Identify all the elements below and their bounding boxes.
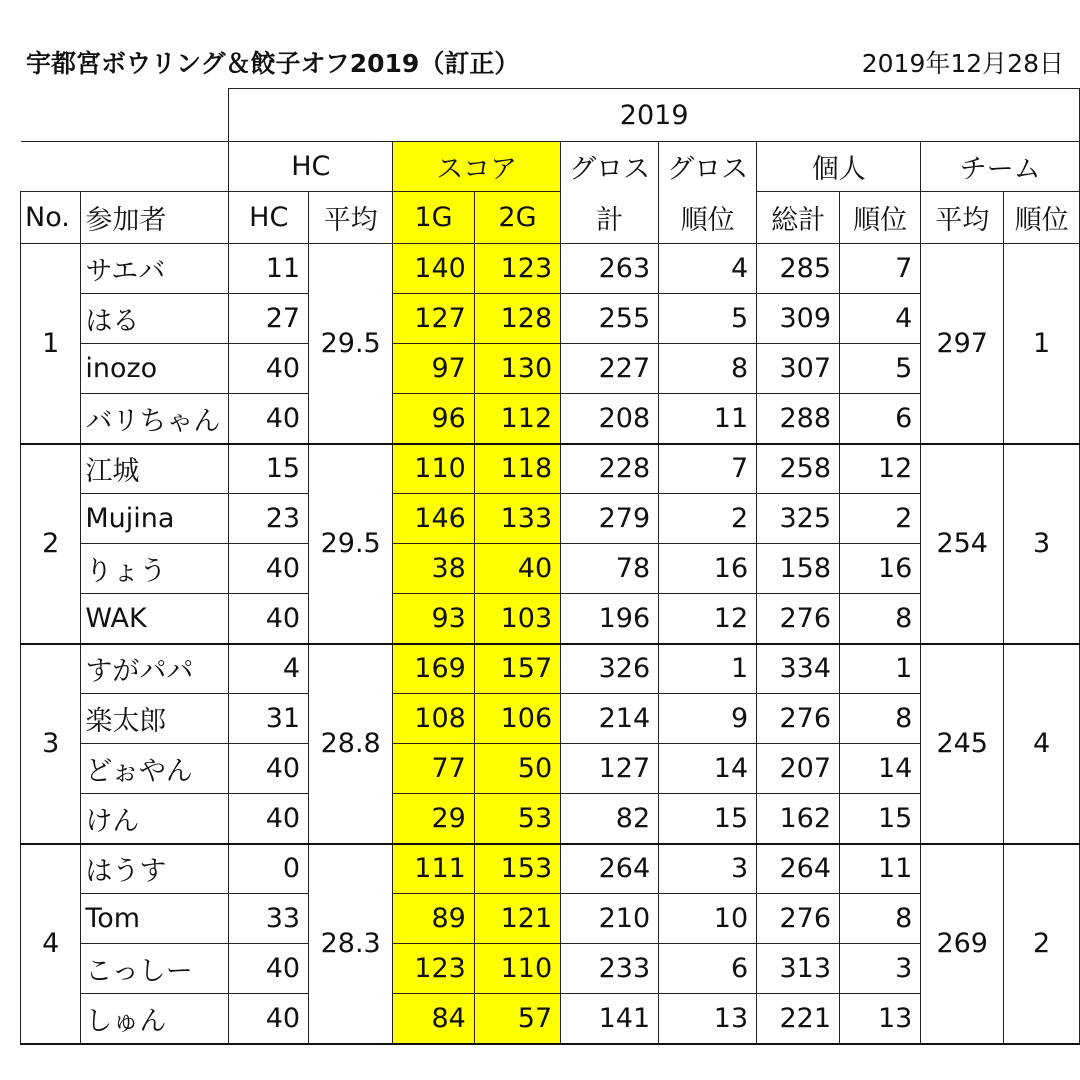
player-hc: 40 (229, 394, 309, 444)
score-group-header: スコア (393, 142, 561, 192)
gross-total: 255 (561, 294, 659, 344)
gross-rank: 8 (659, 344, 757, 394)
table-row (21, 944, 1080, 994)
player-name: どぉやん (81, 744, 229, 794)
gross-rank: 14 (659, 744, 757, 794)
gross-rank: 2 (659, 494, 757, 544)
game2-score: 106 (474, 694, 560, 744)
player-name: バリちゃん (81, 394, 229, 444)
individual-total: 334 (757, 644, 840, 694)
game2-score: 53 (474, 794, 560, 844)
player-hc: 23 (229, 494, 309, 544)
game2-score: 128 (474, 294, 560, 344)
team-average: 297 (921, 244, 1004, 444)
table-row (21, 744, 1080, 794)
individual-rank: 6 (840, 394, 921, 444)
gross-total: 127 (561, 744, 659, 794)
individual-total: 276 (757, 894, 840, 944)
gross-rank: 1 (659, 644, 757, 694)
table-row (21, 594, 1080, 644)
game2-score: 118 (474, 444, 560, 494)
team-number: 4 (21, 844, 81, 1044)
gross-rank: 9 (659, 694, 757, 744)
player-hc: 4 (229, 644, 309, 694)
game1-score: 108 (393, 694, 475, 744)
gross-total: 214 (561, 694, 659, 744)
year-header: 2019 (229, 89, 1080, 142)
player-hc: 40 (229, 744, 309, 794)
game1-score: 29 (393, 794, 475, 844)
gross-rank: 15 (659, 794, 757, 844)
table-row (21, 294, 1080, 344)
individual-rank: 1 (840, 644, 921, 694)
gross-rank: 11 (659, 394, 757, 444)
player-hc: 40 (229, 994, 309, 1044)
game1-score: 123 (393, 944, 475, 994)
individual-rank: 2 (840, 494, 921, 544)
game2-score: 110 (474, 944, 560, 994)
game1-score: 97 (393, 344, 475, 394)
game2-score: 133 (474, 494, 560, 544)
individual-group-header: 個人 (757, 142, 921, 192)
individual-total: 325 (757, 494, 840, 544)
player-hc: 40 (229, 794, 309, 844)
player-hc: 31 (229, 694, 309, 744)
col-gross-rank: 順位 (659, 192, 757, 244)
table-row (21, 444, 1080, 494)
player-hc: 40 (229, 944, 309, 994)
player-hc: 40 (229, 344, 309, 394)
individual-rank: 8 (840, 894, 921, 944)
individual-rank: 15 (840, 794, 921, 844)
game2-score: 103 (474, 594, 560, 644)
col-team-rank: 順位 (1004, 192, 1080, 244)
header-blank-2 (21, 142, 229, 192)
gross-total: 141 (561, 994, 659, 1044)
game1-score: 38 (393, 544, 475, 594)
player-name: WAK (81, 594, 229, 644)
gross-rank: 7 (659, 444, 757, 494)
game1-score: 146 (393, 494, 475, 544)
gross-total: 210 (561, 894, 659, 944)
player-name: Tom (81, 894, 229, 944)
player-name: はうす (81, 844, 229, 894)
game1-score: 77 (393, 744, 475, 794)
table-body (21, 244, 1080, 1044)
col-individual-rank: 順位 (840, 192, 921, 244)
individual-rank: 3 (840, 944, 921, 994)
game2-score: 130 (474, 344, 560, 394)
individual-total: 276 (757, 594, 840, 644)
individual-rank: 12 (840, 444, 921, 494)
gross-total: 78 (561, 544, 659, 594)
game2-score: 112 (474, 394, 560, 444)
col-hc-avg: 平均 (309, 192, 393, 244)
team-number: 3 (21, 644, 81, 844)
game1-score: 84 (393, 994, 475, 1044)
gross-total: 263 (561, 244, 659, 294)
player-hc: 11 (229, 244, 309, 294)
team-hc-average: 29.5 (309, 244, 393, 444)
player-name: inozo (81, 344, 229, 394)
game1-score: 96 (393, 394, 475, 444)
game2-score: 40 (474, 544, 560, 594)
player-name: サエバ (81, 244, 229, 294)
gross-rank: 12 (659, 594, 757, 644)
gross-rank-group-header: グロス (659, 142, 757, 192)
col-no: No. (21, 192, 81, 244)
team-number: 1 (21, 244, 81, 444)
gross-rank: 10 (659, 894, 757, 944)
game2-score: 50 (474, 744, 560, 794)
game2-score: 121 (474, 894, 560, 944)
individual-rank: 8 (840, 594, 921, 644)
player-hc: 27 (229, 294, 309, 344)
score-table (20, 88, 1080, 1045)
team-hc-average: 28.3 (309, 844, 393, 1044)
gross-rank: 4 (659, 244, 757, 294)
col-player: 参加者 (81, 192, 229, 244)
table-row (21, 694, 1080, 744)
table-row (21, 844, 1080, 894)
hc-group-header: HC (229, 142, 393, 192)
gross-rank: 16 (659, 544, 757, 594)
team-rank: 3 (1004, 444, 1080, 644)
gross-rank: 13 (659, 994, 757, 1044)
individual-rank: 16 (840, 544, 921, 594)
gross-total: 82 (561, 794, 659, 844)
individual-total: 307 (757, 344, 840, 394)
player-hc: 0 (229, 844, 309, 894)
game1-score: 169 (393, 644, 475, 694)
table-row (21, 544, 1080, 594)
player-name: Mujina (81, 494, 229, 544)
player-name: 江城 (81, 444, 229, 494)
game1-score: 89 (393, 894, 475, 944)
table-row (21, 244, 1080, 294)
team-number: 2 (21, 444, 81, 644)
player-name: りょう (81, 544, 229, 594)
page-title: 宇都宮ボウリング＆餃子オフ2019（訂正） (26, 49, 520, 78)
team-hc-average: 29.5 (309, 444, 393, 644)
player-hc: 40 (229, 594, 309, 644)
table-row (21, 494, 1080, 544)
team-average: 269 (921, 844, 1004, 1044)
gross-total: 264 (561, 844, 659, 894)
game1-score: 127 (393, 294, 475, 344)
col-individual-total: 総計 (757, 192, 840, 244)
individual-total: 288 (757, 394, 840, 444)
player-name: はる (81, 294, 229, 344)
individual-rank: 11 (840, 844, 921, 894)
gross-total: 227 (561, 344, 659, 394)
individual-total: 158 (757, 544, 840, 594)
gross-total: 228 (561, 444, 659, 494)
individual-rank: 8 (840, 694, 921, 744)
game2-score: 57 (474, 994, 560, 1044)
gross-total: 233 (561, 944, 659, 994)
team-rank: 4 (1004, 644, 1080, 844)
player-hc: 40 (229, 544, 309, 594)
individual-total: 221 (757, 994, 840, 1044)
table-row (21, 794, 1080, 844)
player-name: すがパパ (81, 644, 229, 694)
game1-score: 111 (393, 844, 475, 894)
individual-rank: 7 (840, 244, 921, 294)
individual-total: 207 (757, 744, 840, 794)
col-game2: 2G (474, 192, 560, 244)
team-hc-average: 28.8 (309, 644, 393, 844)
header-blank (21, 89, 229, 142)
team-average: 245 (921, 644, 1004, 844)
team-average: 254 (921, 444, 1004, 644)
gross-total-group-header: グロス (561, 142, 659, 192)
game1-score: 110 (393, 444, 475, 494)
individual-total: 313 (757, 944, 840, 994)
gross-total: 208 (561, 394, 659, 444)
page-date: 2019年12月28日 (861, 49, 1064, 78)
col-hc: HC (229, 192, 309, 244)
individual-rank: 13 (840, 994, 921, 1044)
individual-total: 264 (757, 844, 840, 894)
col-team-avg: 平均 (921, 192, 1004, 244)
individual-rank: 4 (840, 294, 921, 344)
game1-score: 93 (393, 594, 475, 644)
team-group-header: チーム (921, 142, 1080, 192)
gross-rank: 3 (659, 844, 757, 894)
individual-total: 162 (757, 794, 840, 844)
table-row (21, 994, 1080, 1044)
game1-score: 140 (393, 244, 475, 294)
gross-rank: 6 (659, 944, 757, 994)
player-hc: 33 (229, 894, 309, 944)
team-rank: 1 (1004, 244, 1080, 444)
gross-rank: 5 (659, 294, 757, 344)
team-rank: 2 (1004, 844, 1080, 1044)
game2-score: 153 (474, 844, 560, 894)
player-name: けん (81, 794, 229, 844)
col-gross-total: 計 (561, 192, 659, 244)
individual-rank: 14 (840, 744, 921, 794)
table-row (21, 644, 1080, 694)
gross-total: 279 (561, 494, 659, 544)
table-row (21, 394, 1080, 444)
individual-total: 309 (757, 294, 840, 344)
individual-rank: 5 (840, 344, 921, 394)
player-name: こっしー (81, 944, 229, 994)
gross-total: 196 (561, 594, 659, 644)
game2-score: 123 (474, 244, 560, 294)
player-name: しゅん (81, 994, 229, 1044)
col-game1: 1G (393, 192, 475, 244)
player-name: 楽太郎 (81, 694, 229, 744)
individual-total: 258 (757, 444, 840, 494)
table-row (21, 894, 1080, 944)
individual-total: 285 (757, 244, 840, 294)
game2-score: 157 (474, 644, 560, 694)
player-hc: 15 (229, 444, 309, 494)
individual-total: 276 (757, 694, 840, 744)
table-row (21, 344, 1080, 394)
gross-total: 326 (561, 644, 659, 694)
